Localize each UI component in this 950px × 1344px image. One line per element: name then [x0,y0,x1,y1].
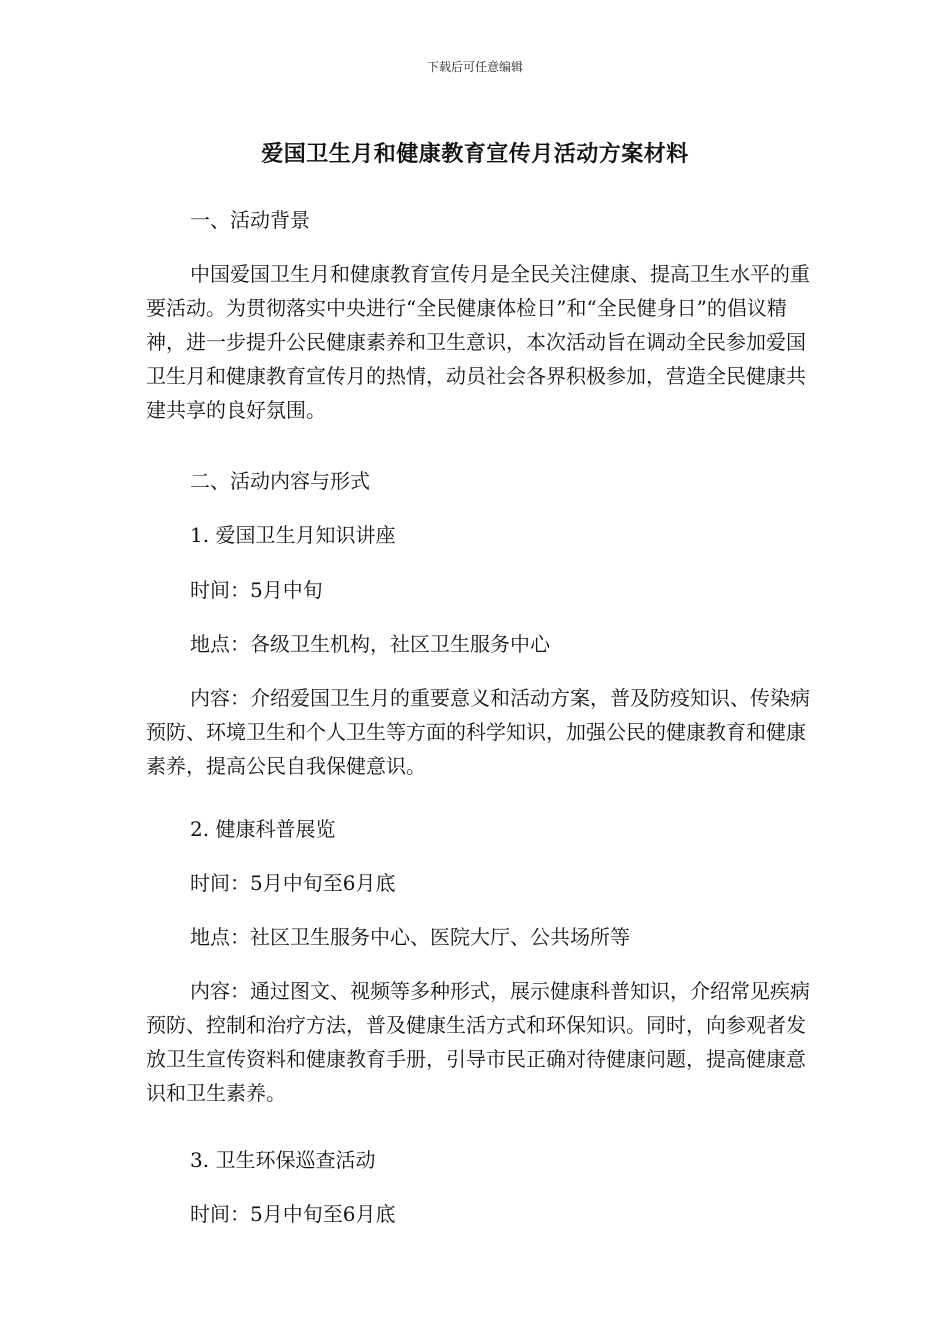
item2-place: 地点：社区卫生服务中心、医院大厅、公共场所等 [190,925,630,949]
item1-heading: 1. 爱国卫生月知识讲座 [190,523,396,547]
item2-content: 内容：通过图文、视频等多种形式，展示健康科普知识，介绍常见疾病预防、控制和治疗方法，普及健康生活方式和环保知识。同时，向参观者发放卫生宣传资料和健康教育手册，引导市民正确对待健康问题，提高健康意识和卫生素养。 [146,979,810,1105]
item2-time: 时间：5月中旬至6月底 [190,871,396,895]
item2-heading: 2. 健康科普展览 [190,817,336,841]
item1-place: 地点：各级卫生机构，社区卫生服务中心 [190,632,550,656]
item3-time: 时间：5月中旬至6月底 [190,1202,396,1226]
section1-paragraph: 中国爱国卫生月和健康教育宣传月是全民关注健康、提高卫生水平的重要活动。为贯彻落实中央进行“全民健康体检日”和“全民健身日”的倡议精神，进一步提升公民健康素养和卫生意识，本次活动旨在调动全民参加爱国卫生月和健康教育宣传月的热情，动员社会各界积极参加，营造全民健康共建共享的良好氛围。 [146,262,810,422]
document-title: 爱国卫生月和健康教育宣传月活动方案材料 [261,142,689,167]
item1-time: 时间：5月中旬 [190,578,323,602]
section1-heading: 一、活动背景 [190,208,310,232]
header-note: 下载后可任意编辑 [426,60,523,74]
item3-heading: 3. 卫生环保巡查活动 [190,1148,376,1172]
section2-heading: 二、活动内容与形式 [190,469,370,493]
item1-content: 内容：介绍爱国卫生月的重要意义和活动方案，普及防疫知识、传染病预防、环境卫生和个人卫生等方面的科学知识，加强公民的健康教育和健康素养，提高公民自我保健意识。 [146,686,810,778]
